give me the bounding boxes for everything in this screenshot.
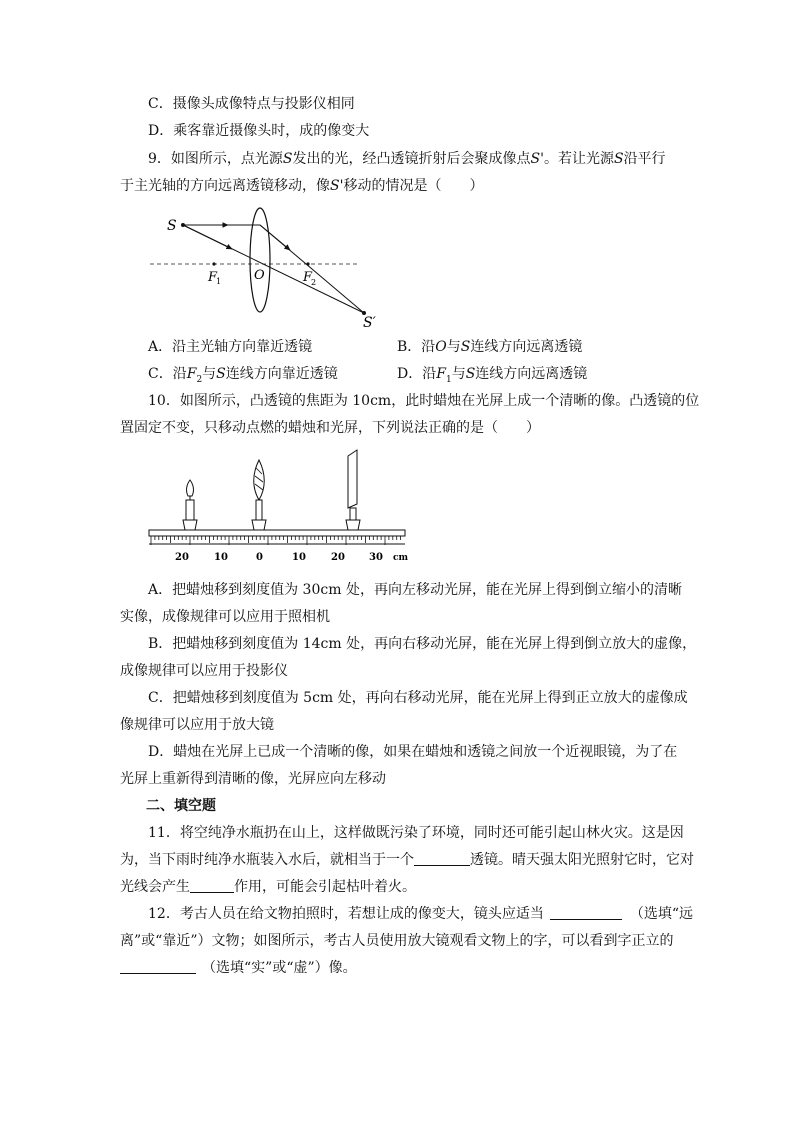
- q11-text: 为，当下雨时纯净水瓶装入水后，就相当于一个: [120, 852, 414, 868]
- q9-option-d: [397, 364, 587, 390]
- q11-text: 透镜。晴天强太阳光照射它时，它对: [470, 852, 694, 868]
- q9-lens-diagram: [150, 200, 390, 335]
- q9-symbol-s: S: [613, 151, 624, 167]
- q9-symbol-s: S: [460, 339, 471, 355]
- q11-line1: 11．将空纯净水瓶扔在山上，这样做既污染了环境，同时还可能引起山林火灾。这是因: [148, 825, 684, 841]
- bench-rail: [149, 530, 405, 536]
- ruler-label: 0: [256, 552, 263, 563]
- q11-text: 作用，可能会引起枯叶着火。: [234, 879, 416, 895]
- label-o: O: [254, 268, 265, 283]
- q9-option-text: C．沿: [148, 366, 187, 382]
- label-s: S: [167, 218, 177, 234]
- label-f1-sub: 1: [216, 277, 222, 286]
- q12-text: （选填“实”或“虚”）像。: [202, 960, 357, 976]
- q12-text: （选填“远: [629, 906, 693, 922]
- q9-stem-text: 于主光轴的方向远离透镜移动，像: [120, 178, 330, 194]
- ruler-label: 30: [369, 552, 383, 563]
- point-source-dot: [181, 223, 185, 227]
- q9-option-text: 与: [451, 366, 466, 382]
- q10-option-b-line2: 成像规律可以应用于投影仪: [120, 663, 288, 679]
- q8-option-d: D．乘客靠近摄像头时，成的像变大: [148, 123, 370, 139]
- label-s-prime: S′: [363, 315, 376, 331]
- label-f1: F: [208, 270, 218, 285]
- q12-blank-1[interactable]: [550, 905, 622, 920]
- q10-stem-line2: 置固定不变，只移动点燃的蜡烛和光屏，下列说法正确的是（ ）: [120, 420, 540, 436]
- q11-line3: [120, 877, 416, 897]
- q9-stem-text: 9．如图所示，点光源: [148, 151, 283, 167]
- ruler-label: 20: [331, 552, 345, 563]
- q10-option-d-line2: 光屏上重新得到清晰的像，光屏应向左移动: [120, 771, 386, 787]
- q10-option-c-line2: 像规律可以应用于放大镜: [120, 717, 274, 733]
- q9-symbol-s-prime: S': [330, 178, 344, 194]
- q9-symbol-f: F: [186, 366, 197, 382]
- q9-option-text: 与: [202, 366, 217, 382]
- label-f2: F: [303, 270, 313, 285]
- section-title: 二、填空题: [146, 798, 216, 814]
- q9-symbol-s-prime: S': [530, 151, 544, 167]
- q10-option-a-line1: A．把蜡烛移到刻度值为 30cm 处，再向左移动光屏，能在光屏上得到倒立缩小的清晰: [148, 582, 682, 598]
- focus-f2-dot: [306, 262, 309, 265]
- q11-blank-2[interactable]: [190, 878, 234, 893]
- ruler-label: 10: [214, 552, 228, 563]
- q10-stem-line1: 10．如图所示，凸透镜的焦距为 10cm，此时蜡烛在光屏上成一个清晰的像。凸透镜的位: [148, 393, 700, 409]
- q9-symbol-s: S: [465, 366, 476, 382]
- q10-option-b-line1: B．把蜡烛移到刻度值为 14cm 处，再向右移动光屏，能在光屏上得到倒立放大的虚像，: [148, 636, 697, 652]
- q9-subscript: 2: [196, 374, 203, 385]
- refracted-ray-arrow: [260, 225, 290, 250]
- q9-stem-text: 发出的光，经凸透镜折射后会聚成像点: [292, 151, 531, 167]
- q10-option-c-line1: C．把蜡烛移到刻度值为 5cm 处，再向右移动光屏，能在光屏上得到正立放大的虚像成: [148, 690, 688, 706]
- q9-stem-text: 沿平行: [623, 151, 666, 167]
- center-ray-arrow: [183, 225, 232, 249]
- q10-option-a-line2: 实像，成像规律可以应用于照相机: [120, 609, 330, 625]
- q12-line3: [120, 958, 357, 978]
- q9-option-text: 连线方向远离透镜: [470, 339, 583, 355]
- q12-line1: [148, 904, 693, 924]
- q8-option-c: C．摄像头成像特点与投影仪相同: [148, 96, 355, 112]
- q12-blank-2[interactable]: [120, 959, 196, 974]
- q9-stem-line1: [148, 149, 666, 169]
- q9-symbol-s: S: [282, 151, 293, 167]
- q9-option-text: D．沿: [397, 366, 437, 382]
- q11-line2: [120, 850, 694, 870]
- q9-stem-line2: [120, 176, 483, 196]
- ruler-unit: cm: [393, 553, 409, 563]
- ruler-label: 10: [292, 552, 306, 563]
- q10-optical-bench-diagram: [147, 448, 412, 570]
- q12-line2: 离”或“靠近”）文物；如图所示，考古人员使用放大镜观看文物上的字，可以看到字正立的: [120, 933, 674, 949]
- convex-lens-on-stand: [252, 460, 266, 530]
- q9-stem-text: 移动的情况是（ ）: [343, 178, 484, 194]
- q9-option-c: [148, 364, 338, 390]
- q9-option-b: [397, 337, 582, 357]
- q9-option-text: B．沿: [397, 339, 436, 355]
- q9-option-text: 连线方向远离透镜: [475, 366, 588, 382]
- q10-option-d-line1: D．蜡烛在光屏上已成一个清晰的像，如果在蜡烛和透镜之间放一个近视眼镜，为了在: [148, 744, 678, 760]
- q9-option-text: 连线方向靠近透镜: [225, 366, 338, 382]
- focus-f1-dot: [212, 262, 215, 265]
- q12-text: 12．考古人员在给文物拍照时，若想让成的像变大，镜头应适当: [148, 906, 544, 922]
- ruler-label: 20: [175, 552, 189, 563]
- q11-blank-1[interactable]: [414, 851, 470, 866]
- label-f2-sub: 2: [311, 278, 317, 287]
- q9-stem-text: 。若让光源: [543, 151, 614, 167]
- q9-symbol-s: S: [216, 366, 226, 382]
- q11-text: 光线会产生: [120, 879, 190, 895]
- q9-symbol-o: O: [435, 339, 447, 355]
- q9-option-a: A．沿主光轴方向靠近透镜: [148, 339, 313, 355]
- q9-subscript: 1: [445, 374, 452, 385]
- q9-option-text: 与: [446, 339, 461, 355]
- convex-lens: [250, 208, 270, 312]
- q9-symbol-f: F: [436, 366, 446, 382]
- candle: [183, 480, 197, 530]
- light-screen: [346, 450, 360, 530]
